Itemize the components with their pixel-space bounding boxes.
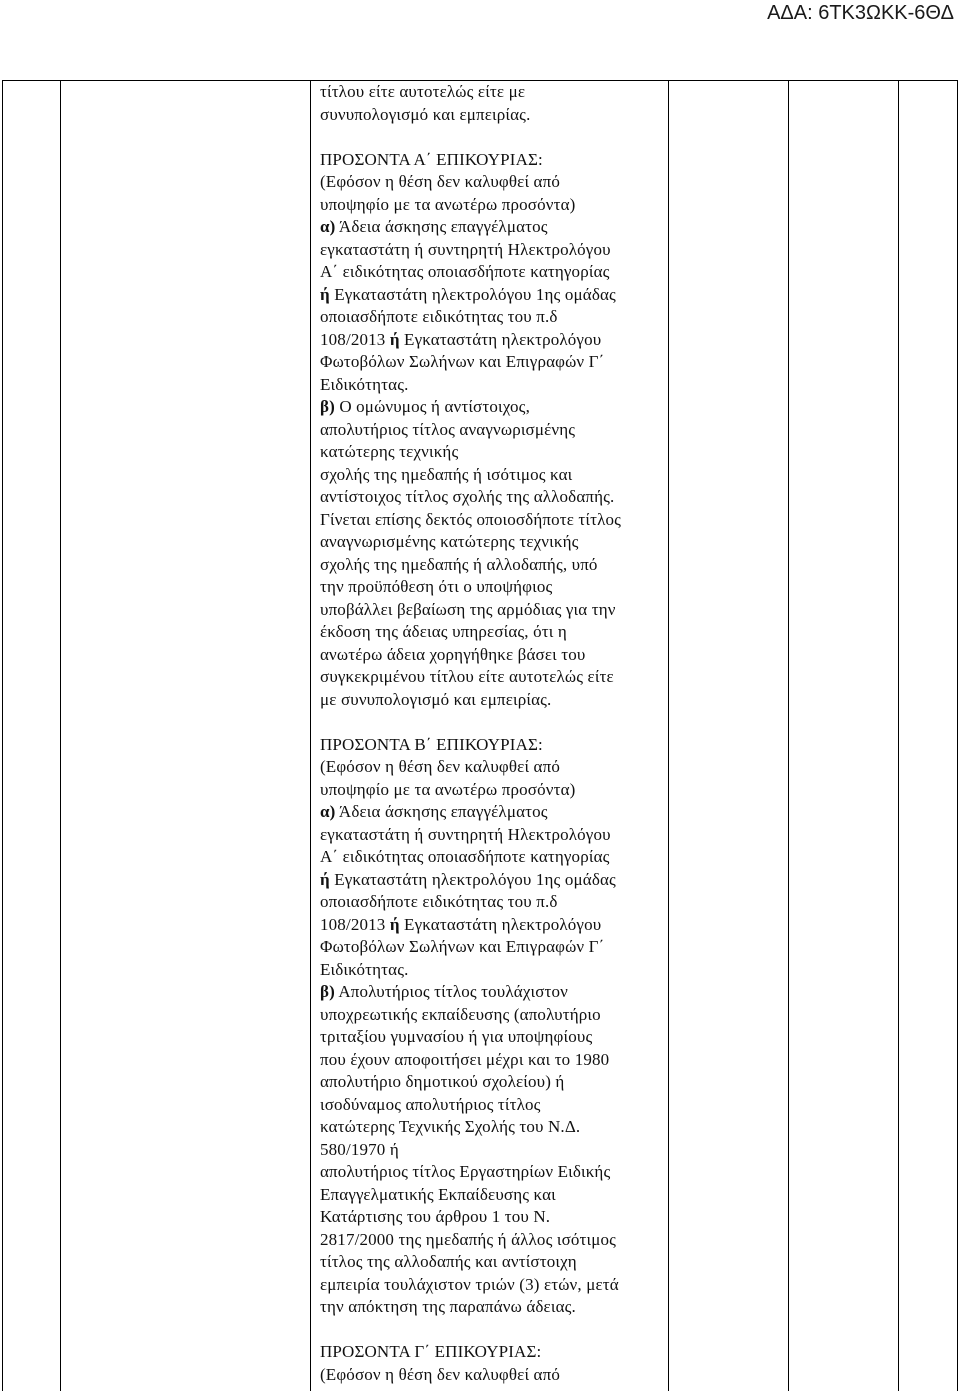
text-segment: αντίστοιχος τίτλος σχολής της αλλοδαπής. <box>320 487 615 506</box>
qualifications-cell <box>310 81 668 1391</box>
table-column-1 <box>2 81 60 1391</box>
text-line <box>320 1026 668 1049</box>
text-line <box>320 1206 668 1229</box>
text-segment: 580/1970 ή <box>320 1139 399 1159</box>
text-line <box>320 1071 668 1094</box>
text-segment: συγκεκριμένου τίτλου είτε αυτοτελώς είτε <box>320 667 614 686</box>
text-line <box>320 239 668 262</box>
text-segment: με συνυπολογισμό και εμπειρίας. <box>320 689 552 709</box>
text-segment: Φωτοβόλων Σωλήνων και Επιγραφών Γ΄ <box>320 352 605 371</box>
text-segment: Γίνεται επίσης δεκτός οποιοσδήποτε τίτλος <box>320 509 622 529</box>
text-segment: (Εφόσον η θέση δεν καλυφθεί από <box>320 1364 561 1384</box>
text-segment: ισοδύναμος απολυτήριος τίτλος <box>320 1094 541 1114</box>
bold-marker: β) <box>320 982 335 1001</box>
text-segment: τίτλου είτε αυτοτελώς είτε με <box>320 82 526 101</box>
text-segment: συνυπολογισμό και εμπειρίας. <box>320 104 531 124</box>
text-line <box>320 1341 668 1364</box>
text-segment: 108/2013 <box>320 329 390 349</box>
text-segment: οποιασδήποτε ειδικότητας του π.δ <box>320 307 558 326</box>
text-segment: έκδοση της άδειας υπηρεσίας, ότι η <box>320 622 567 641</box>
text-line <box>320 576 668 599</box>
text-segment: υποψηφίο με τα ανωτέρω προσόντα) <box>320 194 576 214</box>
text-segment: (Εφόσον η θέση δεν καλυφθεί από <box>320 172 561 191</box>
text-segment: εγκαταστάτη ή συντηρητή Ηλεκτρολόγου <box>320 824 611 844</box>
text-line <box>320 1004 668 1027</box>
text-line <box>320 171 668 194</box>
text-segment: τριταξίου γυμνασίου ή για υποψηφίους <box>320 1027 593 1046</box>
text-segment: Εγκαταστάτη ηλεκτρολόγου 1ης ομάδας <box>329 284 616 304</box>
bold-marker: α) <box>320 802 336 821</box>
table-column-6 <box>898 81 958 1391</box>
text-line <box>320 464 668 487</box>
text-line <box>320 824 668 847</box>
bold-marker: ή <box>320 869 330 889</box>
text-segment: Εγκαταστάτη ηλεκτρολόγου <box>399 329 602 349</box>
text-line <box>320 1296 668 1319</box>
text-segment: (Εφόσον η θέση δεν καλυφθεί από <box>320 757 561 776</box>
qualification-paragraph <box>320 1341 668 1386</box>
text-line <box>320 756 668 779</box>
text-line <box>320 914 668 937</box>
qualification-paragraph <box>320 149 668 712</box>
text-line <box>320 891 668 914</box>
text-segment: απολυτήριο δημοτικού σχολείου) ή <box>320 1072 565 1091</box>
text-segment: Α΄ ειδικότητας οποιασδήποτε κατηγορίας <box>320 262 610 281</box>
text-segment: Επαγγελματικής Εκπαίδευσης και <box>320 1184 556 1204</box>
text-line <box>320 1184 668 1207</box>
text-line <box>320 1274 668 1297</box>
text-line <box>320 531 668 554</box>
bold-marker: ή <box>320 284 330 304</box>
text-line <box>320 1116 668 1139</box>
text-segment: Κατάρτισης του άρθρου 1 του Ν. <box>320 1207 551 1226</box>
text-line <box>320 419 668 442</box>
text-segment: σχολής της ημεδαπής ή ισότιμος και <box>320 464 573 484</box>
text-segment: Ειδικότητας. <box>320 374 409 394</box>
text-line <box>320 1229 668 1252</box>
table-column-4 <box>668 81 788 1391</box>
bold-marker: β) <box>320 397 335 416</box>
text-line <box>320 486 668 509</box>
text-segment: Απολυτήριος τίτλος τουλάχιστον <box>334 982 569 1001</box>
text-line <box>320 509 668 532</box>
text-segment: Άδεια άσκησης επαγγέλματος <box>335 217 548 236</box>
text-line <box>320 104 668 127</box>
text-segment: αναγνωρισμένης κατώτερης τεχνικής <box>320 532 579 551</box>
text-segment: απολυτήριος τίτλος Εργαστηρίων Ειδικής <box>320 1162 611 1181</box>
text-segment: ΠΡΟΣΟΝΤΑ Β΄ ΕΠΙΚΟΥΡΙΑΣ: <box>320 734 543 754</box>
text-line <box>320 351 668 374</box>
text-segment: ανωτέρω άδεια χορηγήθηκε βάσει του <box>320 644 586 664</box>
text-line <box>320 81 668 104</box>
text-line <box>320 936 668 959</box>
text-segment: Εγκαταστάτη ηλεκτρολόγου <box>399 914 602 934</box>
text-line <box>320 1049 668 1072</box>
text-segment: ΠΡΟΣΟΝΤΑ Γ΄ ΕΠΙΚΟΥΡΙΑΣ: <box>320 1342 542 1361</box>
text-segment: 108/2013 <box>320 914 390 934</box>
text-segment: κατώτερης τεχνικής <box>320 442 459 461</box>
bold-marker: ή <box>389 329 400 349</box>
text-line <box>320 779 668 802</box>
text-segment: απολυτήριος τίτλος αναγνωρισμένης <box>320 419 576 439</box>
text-segment: 2817/2000 της ημεδαπής ή άλλος ισότιμος <box>320 1229 617 1249</box>
text-line <box>320 374 668 397</box>
text-line <box>320 1139 668 1162</box>
document-table <box>2 80 958 1391</box>
text-line <box>320 666 668 689</box>
qualification-paragraph <box>320 734 668 1319</box>
text-segment: ΠΡΟΣΟΝΤΑ Α΄ ΕΠΙΚΟΥΡΙΑΣ: <box>320 149 543 169</box>
text-line <box>320 329 668 352</box>
text-line <box>320 554 668 577</box>
text-segment: κατώτερης Τεχνικής Σχολής του Ν.Δ. <box>320 1117 581 1136</box>
text-segment: Ο ομώνυμος ή αντίστοιχος, <box>334 397 530 416</box>
text-line <box>320 801 668 824</box>
text-segment: που έχουν αποφοιτήσει μέχρι και το 1980 <box>320 1049 610 1069</box>
text-segment: υποψηφίο με τα ανωτέρω προσόντα) <box>320 779 576 799</box>
text-segment: Ειδικότητας. <box>320 959 409 979</box>
text-segment: την προϋπόθεση ότι ο υποψήφιος <box>320 577 553 596</box>
table-column-5 <box>788 81 898 1391</box>
text-line <box>320 1364 668 1387</box>
text-segment: Εγκαταστάτη ηλεκτρολόγου 1ης ομάδας <box>329 869 616 889</box>
text-line <box>320 846 668 869</box>
text-segment: εγκαταστάτη ή συντηρητή Ηλεκτρολόγου <box>320 239 611 259</box>
text-segment: υποχρεωτικής εκπαίδευσης (απολυτήριο <box>320 1004 601 1024</box>
text-segment: σχολής της ημεδαπής ή αλλοδαπής, υπό <box>320 554 598 574</box>
text-segment: τίτλος της αλλοδαπής και αντίστοιχη <box>320 1252 577 1271</box>
text-line <box>320 441 668 464</box>
ada-code: ΑΔΑ: 6ΤΚ3ΩΚΚ-6ΘΔ <box>767 2 954 24</box>
bold-marker: ή <box>389 914 400 934</box>
bold-marker: α) <box>320 217 336 236</box>
text-segment: Φωτοβόλων Σωλήνων και Επιγραφών Γ΄ <box>320 937 605 956</box>
text-line <box>320 1161 668 1184</box>
text-line <box>320 734 668 757</box>
qualification-paragraph <box>320 81 668 126</box>
text-line <box>320 284 668 307</box>
text-line <box>320 644 668 667</box>
text-line <box>320 396 668 419</box>
text-line <box>320 1094 668 1117</box>
text-line <box>320 689 668 712</box>
text-line <box>320 1251 668 1274</box>
text-line <box>320 216 668 239</box>
text-segment: εμπειρία τουλάχιστον τριών (3) ετών, μετά <box>320 1274 619 1294</box>
text-segment: Α΄ ειδικότητας οποιασδήποτε κατηγορίας <box>320 847 610 866</box>
text-segment: οποιασδήποτε ειδικότητας του π.δ <box>320 892 558 911</box>
text-line <box>320 869 668 892</box>
text-line <box>320 194 668 217</box>
text-segment: την απόκτηση της παραπάνω άδειας. <box>320 1297 576 1316</box>
text-line <box>320 149 668 172</box>
text-line <box>320 621 668 644</box>
table-column-2 <box>60 81 310 1391</box>
text-line <box>320 306 668 329</box>
text-segment: Άδεια άσκησης επαγγέλματος <box>335 802 548 821</box>
text-line <box>320 981 668 1004</box>
text-line <box>320 959 668 982</box>
text-line <box>320 599 668 622</box>
text-line <box>320 261 668 284</box>
text-segment: υποβάλλει βεβαίωση της αρμόδιας για την <box>320 599 616 619</box>
